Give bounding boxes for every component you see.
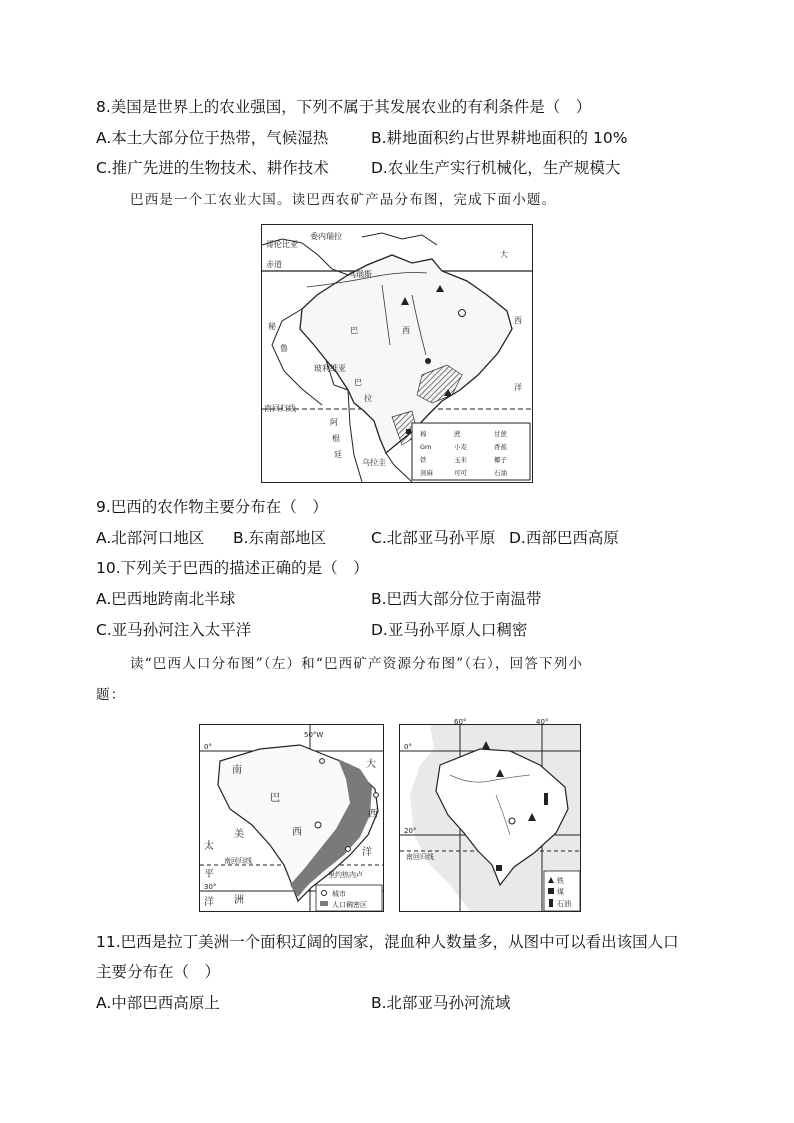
legend-item: 棉	[420, 430, 427, 438]
map-label: 巴	[354, 378, 362, 387]
q10-option-a[interactable]: A.巴西地跨南北半球	[96, 590, 236, 608]
q10-option-d[interactable]: D.亚马孙平原人口稠密	[371, 621, 528, 639]
map-label: 西	[402, 326, 410, 335]
map-label: 委内瑞拉	[310, 232, 342, 241]
map-label: 哥伦比亚	[266, 240, 298, 249]
map-label: 洋	[204, 897, 214, 908]
brazil-population-map	[199, 724, 384, 912]
legend-item: 剑麻	[420, 469, 433, 477]
map-label: 根	[332, 434, 340, 443]
intro-brazil-agri: 巴西是一个工农业大国。读巴西农矿产品分布图，完成下面小题。	[130, 192, 557, 208]
oil-icon	[425, 358, 431, 364]
q8-stem: 8.美国是世界上的农业强国，下列不属于其发展农业的有利条件是（ ）	[96, 98, 592, 116]
legend-item: Gm	[420, 443, 432, 451]
brazil-agri-mineral-map	[261, 224, 533, 483]
q9-stem: 9.巴西的农作物主要分布在（ ）	[96, 498, 328, 516]
map-label: 玻利维亚	[314, 364, 346, 373]
q11-stem-line1: 11.巴西是拉丁美洲一个面积辽阔的国家，混血种人数量多，从图中可以看出该国人口	[96, 933, 679, 951]
coal-icon	[406, 429, 411, 434]
map-label: 平	[204, 869, 214, 880]
legend-city: 城市	[332, 890, 346, 898]
map-label: 南回归线	[406, 853, 434, 861]
map-label: 里约热内卢	[328, 871, 363, 879]
legend-coal: 煤	[557, 888, 564, 896]
brazil-mineral-map	[399, 718, 581, 912]
map-label: 秘	[268, 322, 276, 331]
legend-item: 石油	[494, 469, 507, 477]
legend-item: 蔗	[454, 430, 461, 438]
map-label: 洋	[514, 383, 522, 392]
legend-oil: 石油	[557, 900, 571, 908]
q10-option-b[interactable]: B.巴西大部分位于南温带	[371, 590, 542, 608]
map-label: 美	[234, 829, 244, 840]
q8-option-c[interactable]: C.推广先进的生物技术、耕作技术	[96, 159, 329, 177]
q10-option-c[interactable]: C.亚马孙河注入太平洋	[96, 621, 252, 639]
legend-item: 铁	[420, 456, 427, 464]
intro-population-line1: 读“巴西人口分布图”（左）和“巴西矿产资源分布图”（右），回答下列小	[130, 656, 584, 672]
legend-item: 椰子	[494, 456, 507, 464]
q9-option-b[interactable]: B.东南部地区	[233, 529, 327, 547]
map-label: 20°	[404, 827, 417, 835]
map-label: 南回归线	[264, 404, 296, 413]
map-label: 西	[514, 316, 522, 325]
q11-stem-line2: 主要分布在（ ）	[96, 963, 221, 981]
map-label: 洲	[234, 895, 244, 906]
map-label: 巴	[350, 326, 358, 335]
q8-option-d[interactable]: D.农业生产实行机械化，生产规模大	[371, 159, 621, 177]
map-label: 0°	[404, 743, 412, 751]
map-label: 鲁	[280, 344, 288, 353]
q9-option-d[interactable]: D.西部巴西高原	[509, 529, 619, 547]
map-label: 大	[366, 759, 376, 770]
legend-item: 香蕉	[494, 443, 507, 451]
map-label: 洋	[362, 847, 372, 858]
map-label: 廷	[334, 450, 342, 459]
legend-item: 玉米	[454, 456, 467, 464]
legend-dense-area: 人口稠密区	[332, 901, 367, 909]
map-label: 拉	[364, 394, 372, 403]
map-label: 0°	[204, 743, 212, 751]
map-label: 40°	[536, 718, 549, 726]
legend-item: 甘蔗	[494, 430, 507, 438]
q11-option-a[interactable]: A.中部巴西高原上	[96, 994, 220, 1012]
map-label: 南	[232, 765, 242, 776]
q9-option-a[interactable]: A.北部河口地区	[96, 529, 205, 547]
q11-option-b[interactable]: B.北部亚马孙河流域	[371, 994, 511, 1012]
map-label: 南回归线	[224, 857, 252, 865]
map-label: 巴	[270, 793, 280, 804]
map-label: 赤道	[266, 260, 282, 269]
q9-option-c[interactable]: C.北部亚马孙平原	[371, 529, 496, 547]
map-label: 60°	[454, 718, 467, 726]
intro-population-line2: 题：	[96, 687, 126, 703]
map-label: 马瑙斯	[348, 270, 372, 279]
q8-option-a[interactable]: A.本土大部分位于热带，气候湿热	[96, 129, 329, 147]
q10-stem: 10.下列关于巴西的描述正确的是（ ）	[96, 559, 369, 577]
legend-item: 小麦	[454, 443, 467, 451]
map-label: 50°W	[304, 731, 324, 739]
legend-item: 可可	[454, 469, 467, 477]
map-label: 西	[368, 809, 378, 820]
map-label: 阿	[330, 418, 338, 427]
map-label: 太	[204, 841, 214, 852]
legend-iron: 铁	[557, 877, 564, 885]
map-label: 30°	[204, 883, 217, 891]
map-label: 乌拉圭	[362, 458, 386, 467]
map-label: 大	[500, 250, 508, 259]
q8-option-b[interactable]: B.耕地面积约占世界耕地面积的 10%	[371, 129, 628, 147]
map-label: 西	[292, 827, 302, 838]
